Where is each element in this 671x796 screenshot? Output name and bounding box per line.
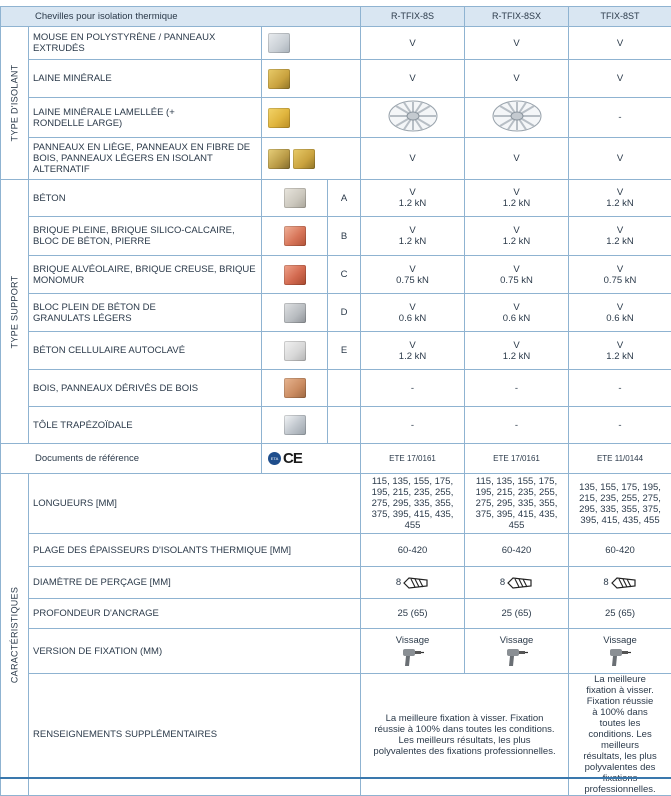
screwdriver-drill-icon [505, 646, 529, 668]
eta-logo-icon: ETA [268, 452, 281, 465]
cell-value: V [361, 27, 465, 60]
bottom-divider [0, 777, 671, 779]
cell-value: - [569, 98, 671, 138]
support-category-letter [328, 407, 361, 444]
table-row [1, 180, 671, 217]
table-row [1, 332, 671, 370]
cell-value: Vissage [500, 636, 534, 646]
cell-value: 60-420 [465, 534, 569, 567]
table-row [1, 474, 671, 534]
cell-value: V [569, 60, 671, 98]
table-row [1, 534, 671, 567]
cell-load: 0.75 kN [365, 275, 460, 286]
table-row [1, 60, 671, 98]
cell-value: V [573, 340, 667, 351]
cell-value: 115, 135, 155, 175, 195, 215, 235, 255, 275, 295, 335, 355, 375, 395, 415, 435, 455 [361, 474, 465, 534]
fiber-panel-sample-icon [293, 149, 315, 169]
cell-load: 0.6 kN [365, 313, 460, 324]
section-label-carac: CARACTÉRISTIQUES [1, 474, 29, 796]
table-row [1, 407, 671, 444]
row-label: BRIQUE ALVÉOLAIRE, BRIQUE CREUSE, BRIQUE MONOMUR [29, 256, 262, 294]
cork-panel-sample-icon [268, 149, 290, 169]
cell-load: 1.2 kN [573, 236, 667, 247]
concrete-sample-icon [284, 188, 306, 208]
cell-value: V [469, 264, 564, 275]
row-label: PANNEAUX EN LIÈGE, PANNEAUX EN FIBRE DE BOIS, PANNEAUX LÉGERS EN ISOLANT ALTERNATIF [29, 138, 262, 180]
cell-value: 60-420 [361, 534, 465, 567]
cell-value: V [569, 27, 671, 60]
cell-value: V [365, 264, 460, 275]
support-category-letter: A [328, 180, 361, 217]
mineral-wool-sample-icon [268, 69, 290, 89]
cell-load: 1.2 kN [573, 198, 667, 209]
cell-load: 1.2 kN [469, 236, 564, 247]
table-row [1, 370, 671, 407]
cell-value: - [361, 370, 465, 407]
row-label: MOUSE EN POLYSTYRÈNE / PANNEAUX EXTRUDÉS [29, 27, 262, 60]
table-title: Chevilles pour isolation thermique [1, 7, 361, 27]
cell-load: 1.2 kN [469, 351, 564, 362]
cell-value: 25 (65) [465, 599, 569, 629]
table-row [1, 98, 671, 138]
table-row [1, 567, 671, 599]
table-row [1, 599, 671, 629]
cell-load: 1.2 kN [573, 351, 667, 362]
section-label-isolant: TYPE D'ISOLANT [1, 27, 29, 180]
cell-value: 8 [500, 577, 505, 588]
row-label: BRIQUE PLEINE, BRIQUE SILICO-CALCAIRE, BLOC DE BÉTON, PIERRE [29, 217, 262, 256]
support-category-letter: C [328, 256, 361, 294]
hollow-brick-sample-icon [284, 265, 306, 285]
table-row [1, 138, 671, 180]
drill-bit-icon [403, 577, 429, 589]
cell-value: V [469, 302, 564, 313]
solid-brick-sample-icon [284, 226, 306, 246]
row-label: LAINE MINÉRALE LAMELLÉE (+ RONDELLE LARGE) [29, 98, 262, 138]
section-label-support: TYPE SUPPORT [1, 180, 29, 444]
cell-value: V [573, 302, 667, 313]
table-row [1, 256, 671, 294]
polystyrene-sample-icon [268, 33, 290, 53]
row-label: BÉTON CELLULAIRE AUTOCLAVÉ [29, 332, 262, 370]
cell-load: 1.2 kN [365, 198, 460, 209]
row-label: LAINE MINÉRALE [29, 60, 262, 98]
cell-value: 8 [396, 577, 401, 588]
cell-value: V [361, 60, 465, 98]
cell-value: Vissage [396, 636, 430, 646]
document-reference: ETE 17/0161 [465, 444, 569, 474]
row-label: VERSION DE FIXATION (MM) [29, 629, 361, 674]
cell-load: 1.2 kN [469, 198, 564, 209]
cell-value: - [465, 407, 569, 444]
wide-washer-icon [387, 99, 439, 133]
table-row [1, 217, 671, 256]
document-reference: ETE 11/0144 [569, 444, 671, 474]
cell-value: - [465, 370, 569, 407]
cell-load: 0.6 kN [573, 313, 667, 324]
screwdriver-drill-icon [608, 646, 632, 668]
lightweight-block-sample-icon [284, 303, 306, 323]
documents-row [1, 444, 671, 474]
cell-value: V [569, 138, 671, 180]
wide-washer-icon [491, 99, 543, 133]
row-label: BÉTON [29, 180, 262, 217]
cell-value: V [573, 187, 667, 198]
cell-value: V [465, 60, 569, 98]
trapezoidal-sheet-sample-icon [284, 415, 306, 435]
document-reference: ETE 17/0161 [361, 444, 465, 474]
support-category-letter: E [328, 332, 361, 370]
row-label: TÔLE TRAPÉZOÏDALE [29, 407, 262, 444]
cell-value: V [361, 138, 465, 180]
cell-load: 0.75 kN [469, 275, 564, 286]
row-label: RENSEIGNEMENTS SUPPLÉMENTAIRES [29, 674, 361, 796]
documents-label: Documents de référence [1, 444, 262, 474]
cell-load: 1.2 kN [365, 236, 460, 247]
product-header-3: TFIX-8ST [569, 7, 671, 27]
support-category-letter: B [328, 217, 361, 256]
cell-value: V [365, 340, 460, 351]
cell-value: - [569, 407, 671, 444]
row-label: BLOC PLEIN DE BÉTON DE GRANULATS LÉGERS [29, 294, 262, 332]
row-label: DIAMÈTRE DE PERÇAGE [MM] [29, 567, 361, 599]
cell-value: V [469, 187, 564, 198]
aerated-concrete-sample-icon [284, 341, 306, 361]
certification-logos [268, 452, 302, 465]
cell-load: 0.6 kN [469, 313, 564, 324]
table-header-row [1, 7, 671, 27]
table-row [1, 27, 671, 60]
cell-value: V [465, 138, 569, 180]
support-category-letter: D [328, 294, 361, 332]
cell-value: 135, 155, 175, 195, 215, 235, 255, 275, 295, 335, 355, 375, 395, 415, 435, 455 [569, 474, 671, 534]
cell-value: V [573, 225, 667, 236]
cell-value: V [365, 225, 460, 236]
table-row [1, 629, 671, 674]
ce-mark-icon: CE [283, 453, 302, 464]
cell-value: Vissage [603, 636, 637, 646]
cell-value: - [569, 370, 671, 407]
support-category-letter [328, 370, 361, 407]
cell-value: 8 [603, 577, 608, 588]
product-header-1: R-TFIX-8S [361, 7, 465, 27]
screwdriver-drill-icon [401, 646, 425, 668]
cell-value: V [469, 340, 564, 351]
drill-bit-icon [611, 577, 637, 589]
product-comparison-table [0, 6, 671, 796]
cell-value: - [361, 407, 465, 444]
cell-load: 0.75 kN [573, 275, 667, 286]
row-label: PLAGE DES ÉPAISSEURS D'ISOLANTS THERMIQUE [MM] [29, 534, 361, 567]
cell-value: 25 (65) [361, 599, 465, 629]
cell-value: 60-420 [569, 534, 671, 567]
cell-value: V [365, 187, 460, 198]
additional-info-note: La meilleure fixation à visser. Fixation réussie à 100% dans toutes les conditions. Les meilleurs résultats, les plus polyvalentes des professionnelles. [569, 674, 671, 796]
cell-value: V [365, 302, 460, 313]
row-label: PROFONDEUR D'ANCRAGE [29, 599, 361, 629]
table-row [1, 294, 671, 332]
additional-info-note: La meilleure fixation à visser. Fixation réussie à 100% dans toutes les conditions. Les meilleurs résultats, les plus polyvalentes des fixations professionnelles. [361, 674, 569, 796]
cell-load: 1.2 kN [365, 351, 460, 362]
row-label: BOIS, PANNEAUX DÉRIVÉS DE BOIS [29, 370, 262, 407]
lamella-wool-sample-icon [268, 108, 290, 128]
cell-value: V [573, 264, 667, 275]
row-label: LONGUEURS [MM] [29, 474, 361, 534]
cell-value: V [469, 225, 564, 236]
product-header-2: R-TFIX-8SX [465, 7, 569, 27]
drill-bit-icon [507, 577, 533, 589]
cell-value: 115, 135, 155, 175, 195, 215, 235, 255, 275, 295, 335, 355, 375, 395, 415, 435, 455 [465, 474, 569, 534]
cell-value: V [465, 27, 569, 60]
wood-sample-icon [284, 378, 306, 398]
cell-value: 25 (65) [569, 599, 671, 629]
